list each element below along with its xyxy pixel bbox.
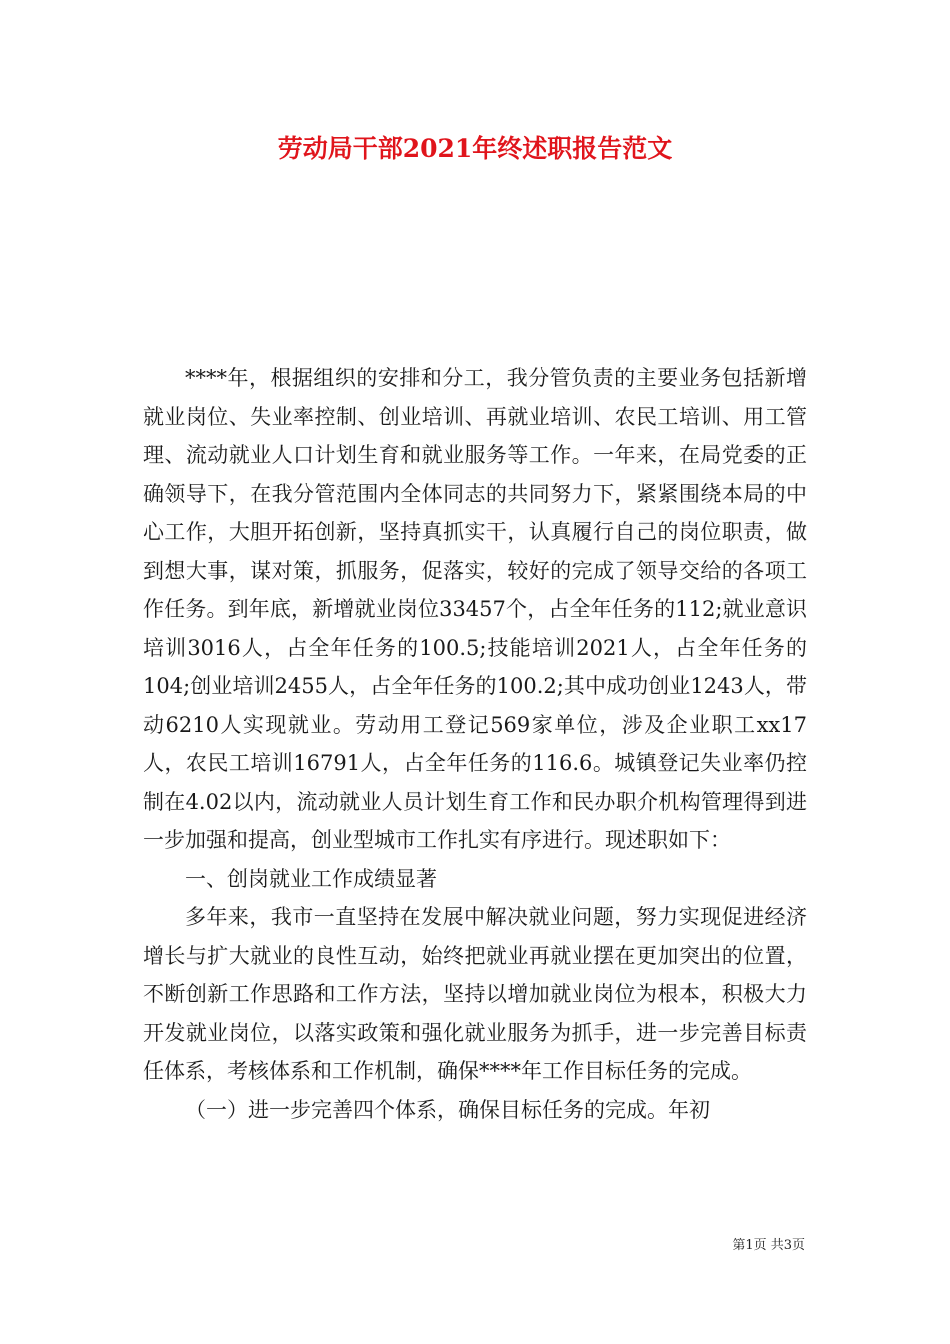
page-number: 第1页 共3页 [732, 1238, 805, 1253]
document-title: 劳动局干部2021年终述职报告范文 [277, 134, 673, 163]
document-body [143, 359, 807, 1129]
section-heading: 一、创岗就业工作成绩显著 [185, 866, 437, 891]
subsection-paragraph: （一）进一步完善四个体系，确保目标任务的完成。年初 [185, 1097, 710, 1122]
section-paragraph: 多年来，我市一直坚持在发展中解决就业问题，努力实现促进经济增长与扩大就业的良性互动，始终把就业再就业摆在更加突出的位置，不断创新工作思路和工作方法，坚持以增加就业岗位为根本，积极大力开发就业岗位，以落实政策和强化就业服务为抓手，进一步完善目标责任体系，考核体系和工作机制，确保****年工作目标任务的完成。 [143, 905, 807, 1083]
intro-paragraph: ****年，根据组织的安排和分工，我分管负责的主要业务包括新增就业岗位、失业率控制、创业培训、再就业培训、农民工培训、用工管理、流动就业人口计划生育和就业服务等工作。一年来，在局党委的正确领导下，在我分管范围内全体同志的共同努力下，紧紧围绕本局的中心工作，大胆开拓创新，坚持真抓实干，认真履行自己的岗位职责，做到想大事，谋对策，抓服务，促落实，较好的完成了领导交给的各项工作任务。到年底，新增就业岗位33457个，占全年任务的112;就业意识培训3016人，占全年任务的100.5;技能培训2021人，占全年任务的104;创业培训2455人，占全年任务的100.2;其中成功创业1243人，带动6210人实现就业。劳动用工登记569家单位，涉及企业职工xx17人，农民工培训16791人，占全年任务的116.6。城镇登记失业率仍控制在4.02以内，流动就业人员计划生育工作和民办职介机构管理得到进一步加强和提高，创业型城市工作扎实有序进行。现述职如下： [143, 366, 807, 852]
